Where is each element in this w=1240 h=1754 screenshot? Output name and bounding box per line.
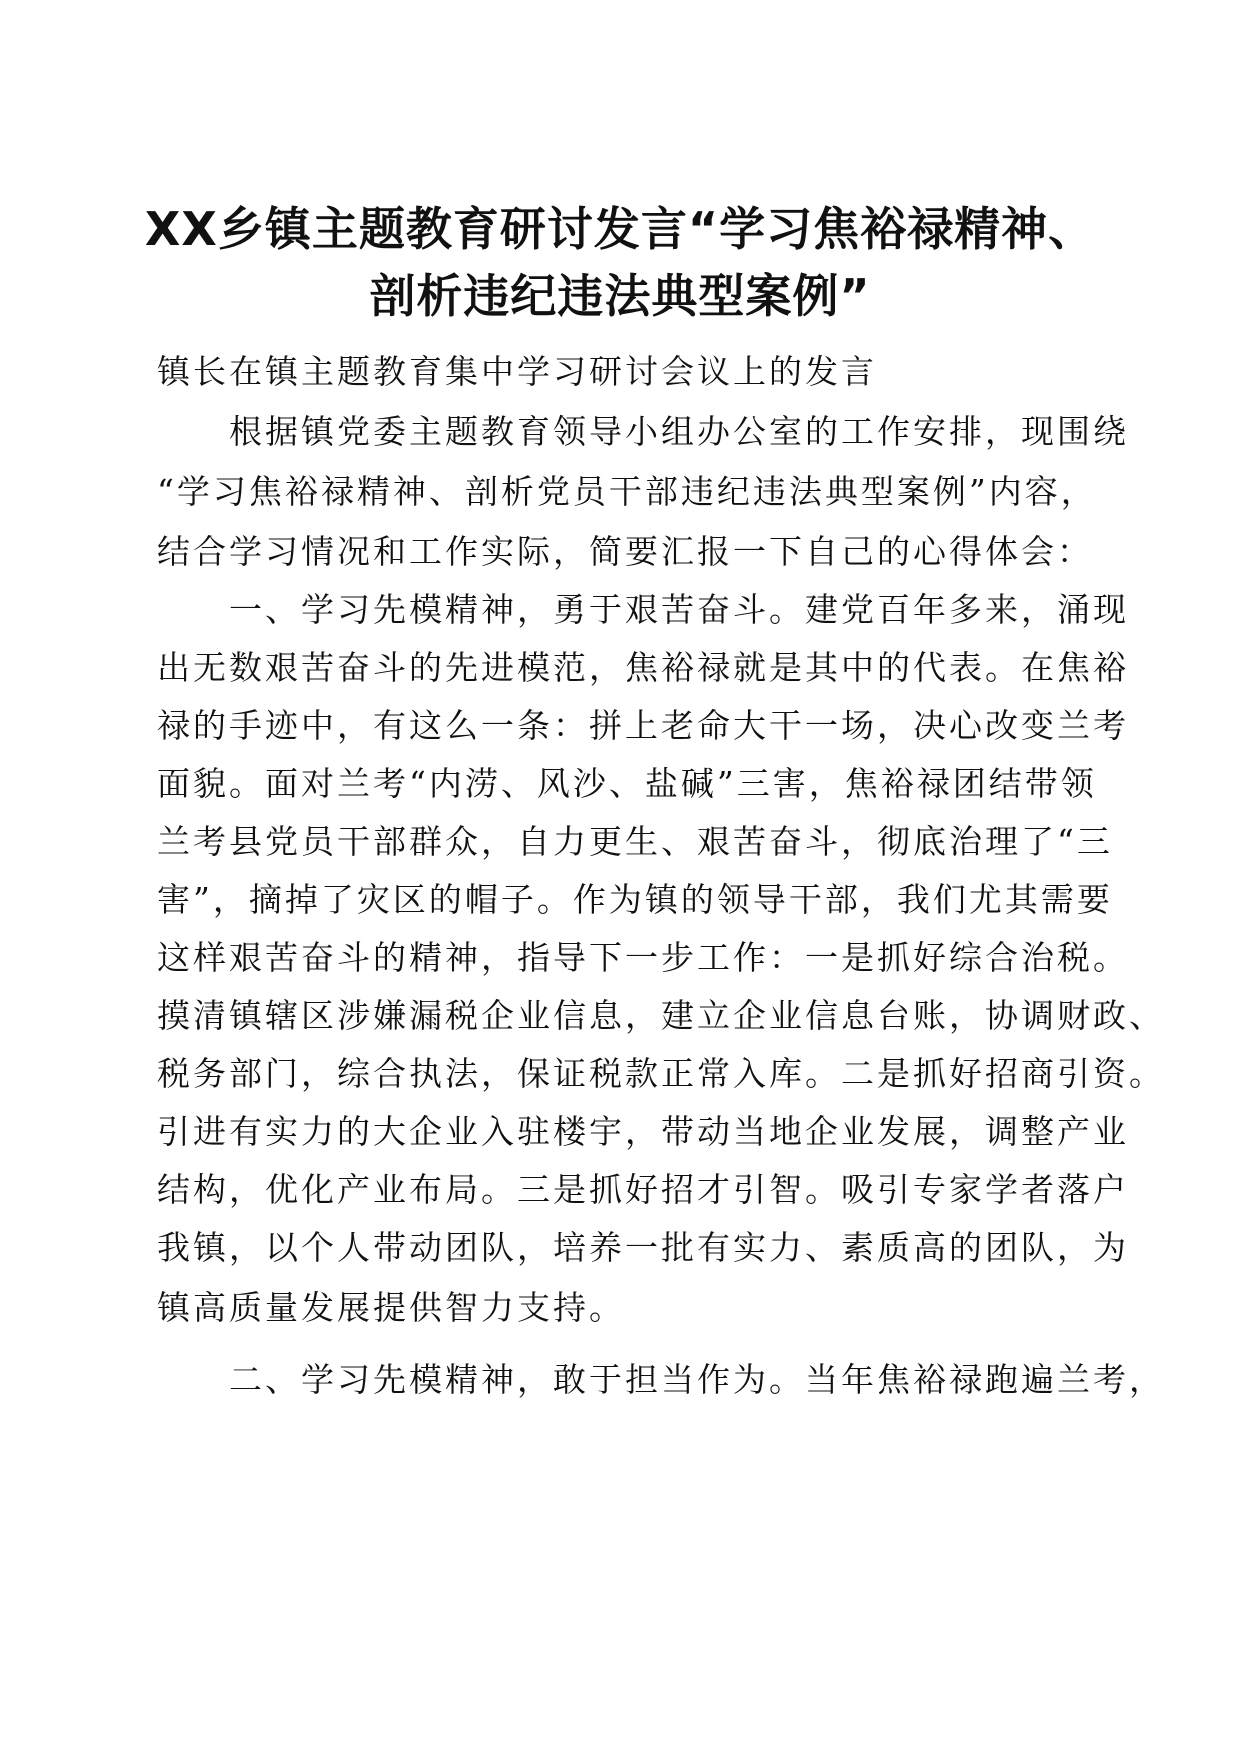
body-line: 结构，优化产业布局。三是抓好招才引智。吸引专家学者落户 [157,1170,1129,1209]
body-line: 二、学习先模精神，敢于担当作为。当年焦裕禄跑遍兰考， [157,1360,1165,1399]
document-subtitle: 镇长在镇主题教育集中学习研讨会议上的发言 [157,352,877,391]
body-line: 禄的手迹中，有这么一条：拼上老命大干一场，决心改变兰考 [157,706,1129,745]
body-line: “学习焦裕禄精神、剖析党员干部违纪违法典型案例”内容， [157,472,1097,511]
body-line: 害”，摘掉了灾区的帽子。作为镇的领导干部，我们尤其需要 [157,880,1113,919]
body-line: 兰考县党员干部群众，自力更生、艰苦奋斗，彻底治理了“三 [157,822,1113,861]
body-line: 摸清镇辖区涉嫌漏税企业信息，建立企业信息台账，协调财政、 [157,996,1165,1035]
body-line: 这样艰苦奋斗的精神，指导下一步工作：一是抓好综合治税。 [157,938,1129,977]
body-line: 镇高质量发展提供智力支持。 [157,1288,625,1327]
body-line: 结合学习情况和工作实际，简要汇报一下自己的心得体会： [157,532,1093,571]
body-line: 我镇，以个人带动团队，培养一批有实力、素质高的团队，为 [157,1228,1129,1267]
document-title-line-1: XX乡镇主题教育研讨发言“学习焦裕禄精神、 [144,202,1096,256]
document-title-line-2: 剖析违纪违法典型案例” [369,269,871,323]
body-line: 面貌。面对兰考“内涝、风沙、盐碱”三害，焦裕禄团结带领 [157,764,1097,803]
body-line: 税务部门，综合执法，保证税款正常入库。二是抓好招商引资。 [157,1054,1165,1093]
body-line: 出无数艰苦奋斗的先进模范，焦裕禄就是其中的代表。在焦裕 [157,648,1129,687]
body-line: 根据镇党委主题教育领导小组办公室的工作安排，现围绕 [157,412,1129,451]
body-line: 引进有实力的大企业入驻楼宇，带动当地企业发展，调整产业 [157,1112,1129,1151]
body-line: 一、学习先模精神，勇于艰苦奋斗。建党百年多来，涌现 [157,590,1129,629]
